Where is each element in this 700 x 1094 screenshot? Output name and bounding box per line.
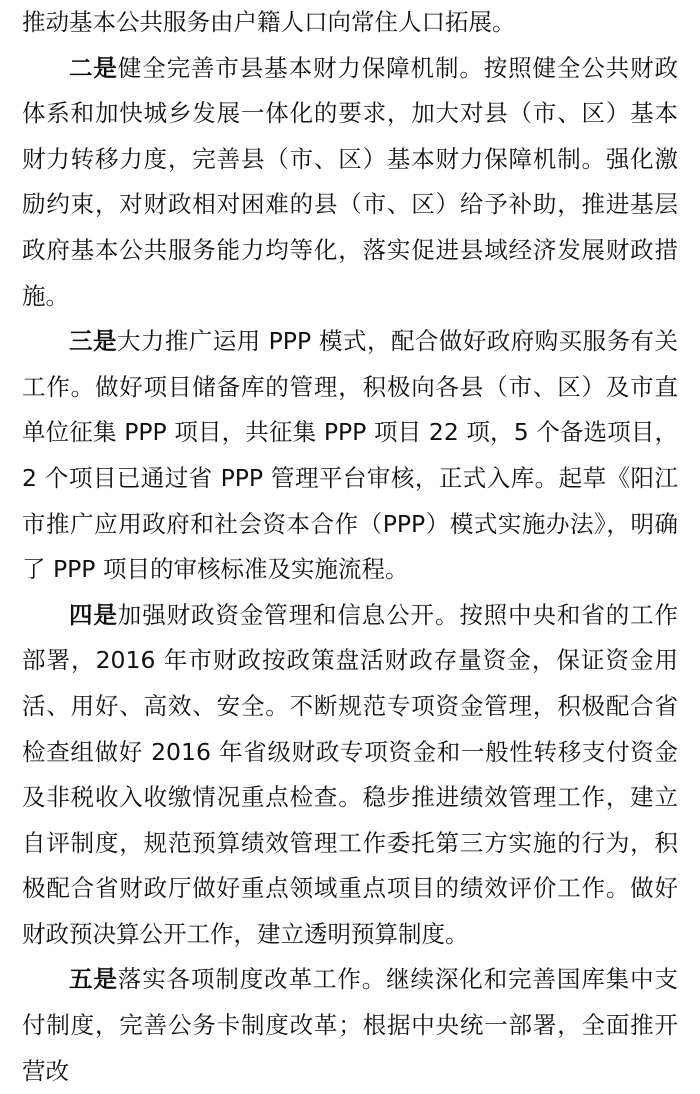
- paragraph-continuation: [22, 0, 678, 46]
- document-page: [22, 0, 678, 1094]
- paragraph-item-5: [22, 957, 678, 1094]
- paragraph-lead: 五是: [69, 965, 118, 994]
- paragraph-item-4: [22, 593, 678, 958]
- paragraph-lead: 二是: [69, 53, 118, 82]
- paragraph-text: 大力推广运用 PPP 模式，配合做好政府购买服务有关工作。做好项目储备库的管理，积极向各县（市、区）及市直单位征集 PPP 项目，共征集 PPP 项目 22 项，5 个备选项目，2 个项目已通过省 PPP 管理平台审核，正式入库。起草《阳江市推广应用政府和社会资本合作（PPP）模式实施办法》，明确了 PPP 项目的审核标准及实施流程。: [22, 327, 679, 584]
- paragraph-lead: 三是: [69, 327, 117, 356]
- paragraph-item-3: [22, 319, 678, 593]
- paragraph-text: 落实各项制度改革工作。继续深化和完善国库集中支付制度，完善公务卡制度改革；根据中央统一部署，全面推开营改: [22, 965, 679, 1085]
- paragraph-text: 推动基本公共服务由户籍人口向常住人口拓展。: [22, 8, 516, 36]
- paragraph-text: 加强财政资金管理和信息公开。按照中央和省的工作部署，2016 年市财政按政策盘活财政存量资金，保证资金用活、用好、高效、安全。不断规范专项资金管理，积极配合省检查组做好 2016 年省级财政专项资金和一般性转移支付资金及非税收入收缴情况重点检查。稳步推进绩效管理工作，建立自评制度，规范预算绩效管理工作委托第三方实施的行为，积极配合省财政厅做好重点领域重点项目的绩效评价工作。做好财政预决算公开工作，建立透明预算制度。: [22, 600, 679, 948]
- paragraph-item-2: [22, 46, 678, 320]
- paragraph-text: 健全完善市县基本财力保障机制。按照健全公共财政体系和加快城乡发展一体化的要求，加大对县（市、区）基本财力转移力度，完善县（市、区）基本财力保障机制。强化激励约束，对财政相对困难的县（市、区）给予补助，推进基层政府基本公共服务能力均等化，落实促进县域经济发展财政措施。: [22, 53, 679, 310]
- paragraph-lead: 四是: [69, 600, 118, 629]
